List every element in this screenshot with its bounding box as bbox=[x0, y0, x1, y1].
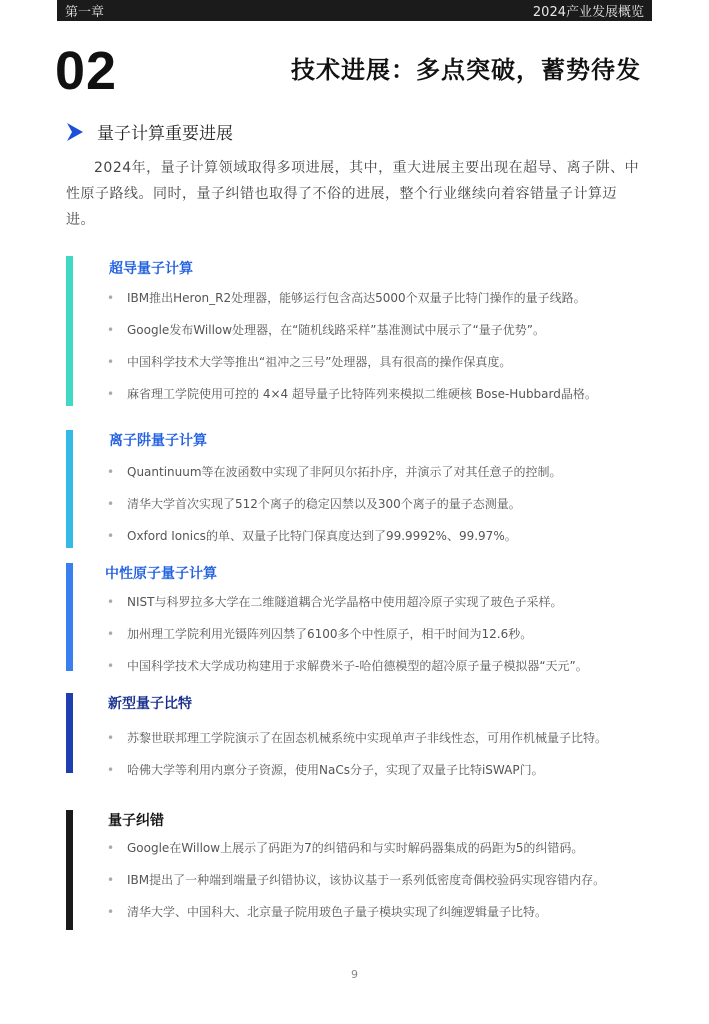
list-item: • 中国科学技术大学成功构建用于求解费米子-哈伯德模型的超冷原子量子模拟器“天元”。 bbox=[107, 656, 588, 688]
item-list bbox=[107, 288, 597, 416]
list-item: • 中国科学技术大学等推出“祖冲之三号”处理器，具有很高的操作保真度。 bbox=[107, 352, 597, 384]
running-header bbox=[57, 0, 652, 21]
chapter-title: 技术进展：多点突破，蓄势待发 bbox=[291, 56, 641, 84]
item-list bbox=[107, 462, 562, 558]
item-list bbox=[107, 728, 607, 792]
header-report-title: 2024产业发展概览 bbox=[532, 5, 644, 20]
header-chapter: 第一章 bbox=[65, 5, 105, 20]
group-novel-qubits bbox=[66, 693, 656, 777]
group-neutral-atom bbox=[66, 563, 656, 671]
item-list bbox=[107, 838, 605, 934]
list-item: • 哈佛大学等利用内禀分子资源，使用NaCs分子，实现了双量子比特iSWAP门。 bbox=[107, 760, 607, 792]
item-list bbox=[107, 592, 588, 688]
list-item: • Google发布Willow处理器，在“随机线路采样”基准测试中展示了“量子优势”。 bbox=[107, 320, 597, 352]
list-item: • IBM提出了一种端到端量子纠错协议，该协议基于一系列低密度奇偶校验码实现容错内存。 bbox=[107, 870, 605, 902]
group-title: 离子阱量子计算 bbox=[109, 433, 207, 449]
group-title: 量子纠错 bbox=[108, 813, 164, 829]
accent-bar bbox=[66, 563, 73, 671]
accent-bar bbox=[66, 810, 73, 930]
section-intro: 2024年，量子计算领域取得多项进展，其中，重大进展主要出现在超导、离子阱、中性原子路线。同时，量子纠错也取得了不俗的进展，整个行业继续向着容错量子计算迈进。 bbox=[66, 160, 640, 228]
accent-bar bbox=[66, 693, 73, 773]
accent-bar bbox=[66, 430, 73, 548]
list-item: • 加州理工学院利用光镊阵列囚禁了6100多个中性原子，相干时间为12.6秒。 bbox=[107, 624, 588, 656]
group-superconducting bbox=[66, 256, 656, 406]
group-error-correction bbox=[66, 810, 656, 930]
chapter-number: 02 bbox=[55, 41, 118, 101]
group-title: 新型量子比特 bbox=[108, 696, 192, 712]
list-item: • 苏黎世联邦理工学院演示了在固态机械系统中实现单声子非线性态，可用作机械量子比特。 bbox=[107, 728, 607, 760]
section-heading bbox=[67, 119, 233, 144]
list-item: • NIST与科罗拉多大学在二维隧道耦合光学晶格中使用超冷原子实现了玻色子采样。 bbox=[107, 592, 588, 624]
group-title: 中性原子量子计算 bbox=[105, 566, 217, 582]
list-item: • Oxford Ionics的单、双量子比特门保真度达到了99.9992%、99.97%。 bbox=[107, 526, 562, 558]
group-title: 超导量子计算 bbox=[109, 261, 193, 277]
list-item: • IBM推出Heron_R2处理器，能够运行包含高达5000个双量子比特门操作的量子线路。 bbox=[107, 288, 597, 320]
chevron-right-icon bbox=[67, 123, 83, 141]
page-number: 9 bbox=[351, 968, 358, 981]
accent-bar bbox=[66, 256, 73, 406]
list-item: • Google在Willow上展示了码距为7的纠错码和与实时解码器集成的码距为5的纠错码。 bbox=[107, 838, 605, 870]
section-title: 量子计算重要进展 bbox=[97, 124, 233, 144]
group-ion-trap bbox=[66, 430, 656, 548]
list-item: • 清华大学首次实现了512个离子的稳定囚禁以及300个离子的量子态测量。 bbox=[107, 494, 562, 526]
list-item: • Quantinuum等在波函数中实现了非阿贝尔拓扑序，并演示了对其任意子的控制。 bbox=[107, 462, 562, 494]
list-item: • 清华大学、中国科大、北京量子院用玻色子量子模块实现了纠缠逻辑量子比特。 bbox=[107, 902, 605, 934]
list-item: • 麻省理工学院使用可控的 4×4 超导量子比特阵列来模拟二维硬核 Bose-Hubbard晶格。 bbox=[107, 384, 597, 416]
